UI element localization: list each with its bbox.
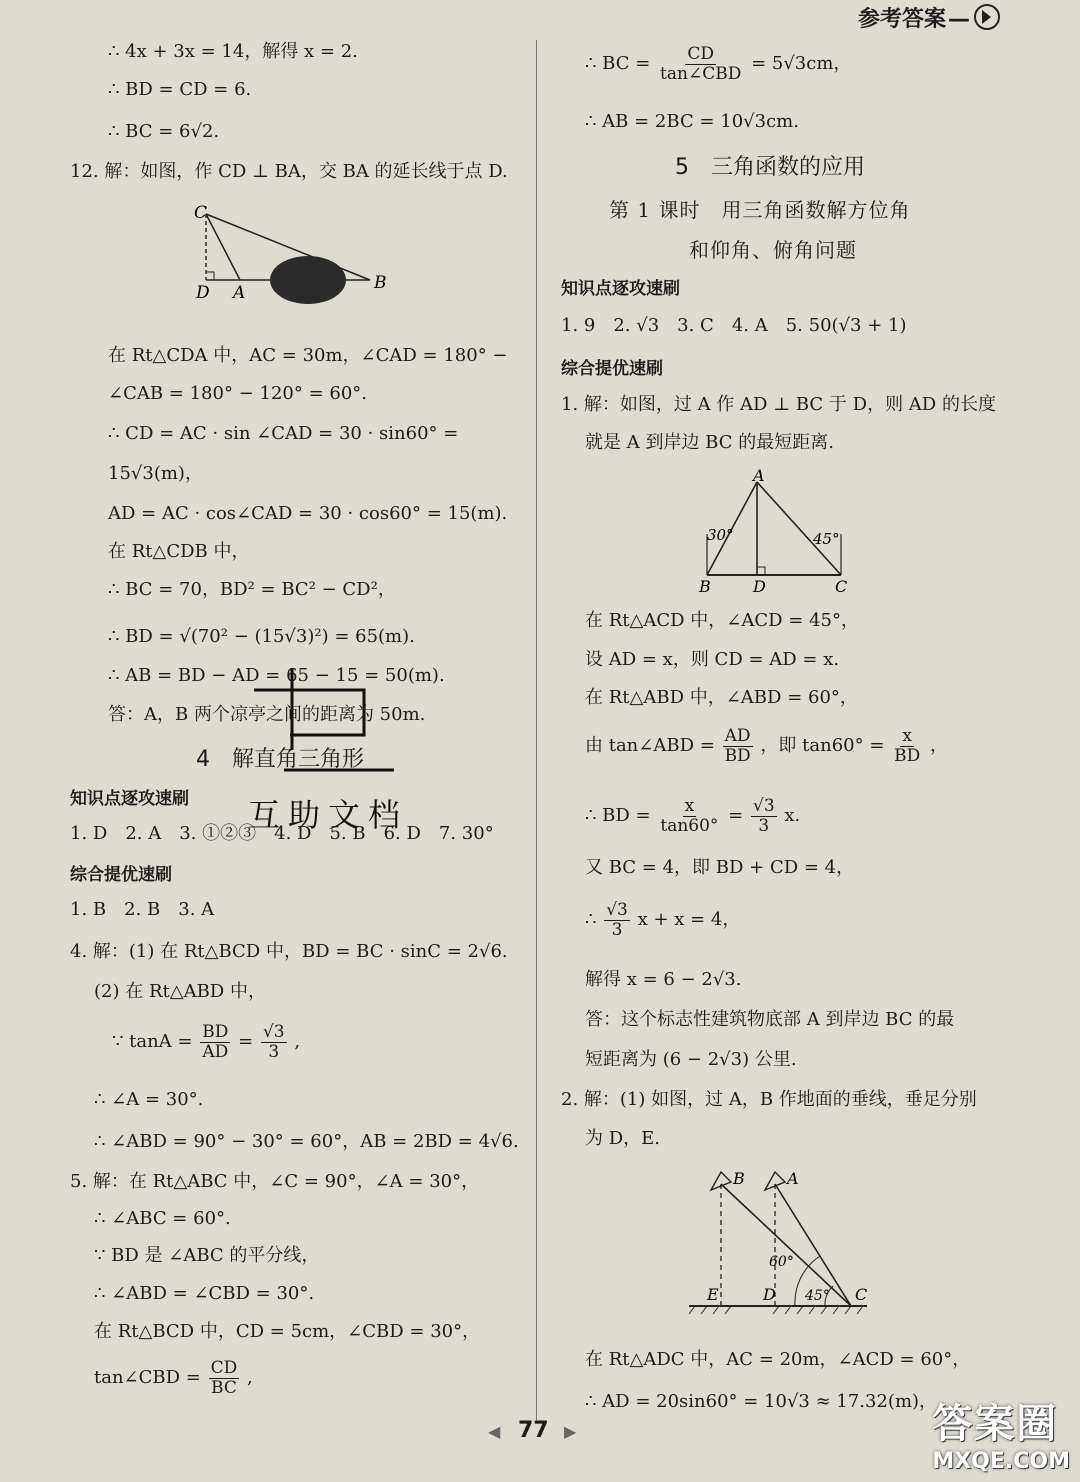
answers-line: 1. D 2. A 3. ①②③ 4. D 5. B 6. D 7. 30° bbox=[70, 823, 494, 844]
lesson-title-line2: 和仰角、俯角问题 bbox=[689, 238, 857, 262]
lake-shape bbox=[270, 256, 346, 304]
equation-tan-abd bbox=[585, 724, 948, 768]
watermark-stamp bbox=[244, 660, 404, 780]
eq-text: x. bbox=[784, 805, 801, 826]
denominator: tan∠CBD bbox=[660, 63, 742, 84]
side-ac bbox=[757, 482, 841, 575]
label-a: A bbox=[233, 283, 246, 303]
numerator: √3 bbox=[262, 1021, 285, 1042]
denominator: 3 bbox=[268, 1041, 280, 1062]
figure-kites bbox=[685, 1160, 875, 1320]
site-watermark bbox=[932, 1392, 1070, 1474]
right-angle-mark bbox=[206, 272, 214, 280]
text-line: (2) 在 Rt△ABD 中， bbox=[94, 981, 266, 1002]
angle-30: 30° bbox=[707, 526, 734, 544]
text-line: ∴ AB = BD − AD = 65 − 15 = 50(m). bbox=[108, 665, 445, 686]
text-line: ∴ BC = 70，BD² = BC² − CD²， bbox=[108, 579, 396, 600]
text-line: 解得 x = 6 − 2√3. bbox=[585, 969, 742, 990]
text-line: ∴ AB = 2BC = 10√3cm. bbox=[585, 111, 799, 132]
numerator: x bbox=[902, 725, 913, 746]
label-d: D bbox=[196, 283, 210, 303]
question-2: 2. 解：(1) 如图，过 A，B 作地面的垂线，垂足分别 bbox=[561, 1089, 977, 1110]
page-header: 参考答案— bbox=[858, 2, 1000, 33]
denominator: 3 bbox=[611, 919, 623, 940]
eq-text: , bbox=[246, 1367, 253, 1388]
eq-text: , bbox=[294, 1031, 301, 1052]
eq-text: ，即 tan60° = bbox=[760, 735, 885, 756]
text-line: 在 Rt△ACD 中，∠ACD = 45°， bbox=[585, 610, 859, 631]
numerator: √3 bbox=[753, 795, 775, 816]
fraction bbox=[261, 1023, 287, 1062]
text-line: 答：A，B 两个凉亭之间的距离为 50m. bbox=[108, 704, 426, 725]
heading-knowledge: 知识点逐攻速刷 bbox=[561, 279, 680, 299]
eq-text: ， bbox=[930, 735, 949, 756]
eq-text: ∴ BD = bbox=[585, 805, 651, 826]
column-divider bbox=[536, 40, 537, 1420]
eq-text: = bbox=[238, 1031, 254, 1052]
label-b: B bbox=[374, 273, 387, 293]
watermark-text: 互助文档 bbox=[248, 796, 409, 834]
numerator: CD bbox=[687, 43, 715, 64]
figure-triangle-abc bbox=[695, 468, 861, 598]
fraction bbox=[658, 45, 743, 84]
text-line: 就是 A 到岸边 BC 的最短距离. bbox=[585, 432, 834, 453]
label-a: A bbox=[753, 468, 765, 485]
watermark-url: MXQE.COM bbox=[932, 1449, 1070, 1474]
text-line: ∴ CD = AC · sin ∠CAD = 30 · sin60° = bbox=[108, 423, 459, 444]
text-line: 15√3(m)， bbox=[108, 463, 203, 484]
text-line: ∴ 4x + 3x = 14，解得 x = 2. bbox=[108, 41, 358, 62]
label-e: E bbox=[707, 1285, 719, 1304]
text-line: 在 Rt△CDA 中，AC = 30m，∠CAD = 180° − bbox=[108, 345, 508, 366]
section-5-title: 5 三角函数的应用 bbox=[675, 155, 865, 180]
numerator: CD bbox=[210, 1357, 238, 1378]
text-line: ∵ BD 是 ∠ABC 的平分线， bbox=[94, 1245, 320, 1266]
text-line: 答：这个标志性建筑物底部 A 到岸边 BC 的最 bbox=[585, 1009, 955, 1030]
text-line: ∠CAB = 180° − 120° = 60°. bbox=[108, 383, 367, 404]
side-ca bbox=[206, 214, 240, 280]
label-a: A bbox=[787, 1169, 799, 1188]
eq-text: = 5√3cm， bbox=[751, 53, 852, 74]
prev-arrow-icon: ◀ bbox=[488, 1422, 501, 1441]
text-line: 在 Rt△ADC 中，AC = 20m，∠ACD = 60°， bbox=[585, 1349, 971, 1370]
label-c: C bbox=[855, 1285, 868, 1304]
eq-text: tan∠CBD = bbox=[94, 1367, 201, 1388]
label-c: C bbox=[194, 203, 208, 223]
denominator: BD bbox=[894, 745, 921, 766]
page-number: 77 bbox=[518, 1418, 549, 1443]
section-4-title: 4 解直角三角形 bbox=[196, 747, 364, 772]
text-line: ∴ ∠A = 30°. bbox=[94, 1089, 204, 1110]
question-12: 12. 解：如图，作 CD ⊥ BA，交 BA 的延长线于点 D. bbox=[70, 161, 508, 182]
text-line: AD = AC · cos∠CAD = 30 · cos60° = 15(m). bbox=[108, 503, 508, 524]
answers-line: 1. B 2. B 3. A bbox=[70, 899, 215, 920]
figure-triangle-cdab bbox=[190, 200, 400, 305]
angle-45: 45° bbox=[813, 530, 840, 548]
equation-tana bbox=[112, 1022, 300, 1062]
denominator: BD bbox=[724, 745, 751, 766]
question-1: 1. 解：如图，过 A 作 AD ⊥ BC 于 D，则 AD 的长度 bbox=[561, 394, 996, 415]
text-line: 为 D，E. bbox=[585, 1128, 661, 1149]
right-angle-mark bbox=[757, 567, 765, 575]
label-d: D bbox=[753, 577, 766, 596]
header-title: 参考答案 bbox=[857, 7, 946, 32]
next-arrow-icon: ▶ bbox=[564, 1422, 577, 1441]
equation-sum bbox=[585, 898, 740, 942]
eq-text: ∴ BC = bbox=[585, 53, 651, 74]
denominator: AD bbox=[202, 1041, 229, 1062]
ground-hatching bbox=[689, 1306, 863, 1314]
eq-text: ∵ tanA = bbox=[112, 1031, 193, 1052]
answers-line: 1. 9 2. √3 3. C 4. A 5. 50(√3 + 1) bbox=[561, 315, 907, 336]
label-b: B bbox=[733, 1169, 745, 1188]
text-line: ∴ BC = 6√2. bbox=[108, 121, 220, 142]
play-icon bbox=[974, 4, 1000, 30]
watermark-brand: 答案圈 bbox=[932, 1401, 1059, 1447]
text-line: 在 Rt△ABD 中，∠ABD = 60°， bbox=[585, 687, 858, 708]
eq-text: 由 tan∠ABD = bbox=[585, 735, 715, 756]
label-d: D bbox=[763, 1285, 776, 1304]
fraction bbox=[604, 901, 630, 940]
equation-tan-cbd bbox=[94, 1358, 253, 1398]
heading-comprehensive: 综合提优速刷 bbox=[561, 359, 663, 379]
text-line: 设 AD = x，则 CD = AD = x. bbox=[585, 649, 840, 670]
text-line: 在 Rt△CDB 中， bbox=[108, 541, 250, 562]
denominator: tan60° bbox=[660, 815, 719, 836]
fraction bbox=[751, 797, 777, 836]
numerator: x bbox=[684, 795, 695, 816]
question-5: 5. 解：在 Rt△ABC 中，∠C = 90°，∠A = 30°， bbox=[70, 1171, 480, 1192]
numerator: √3 bbox=[606, 899, 628, 920]
text-line: ∴ BD = √(70² − (15√3)²) = 65(m). bbox=[108, 626, 415, 647]
heading-knowledge: 知识点逐攻速刷 bbox=[70, 789, 189, 809]
label-c: C bbox=[835, 577, 848, 596]
fraction bbox=[209, 1359, 240, 1398]
text-line: 在 Rt△BCD 中，CD = 5cm，∠CBD = 30°， bbox=[94, 1321, 481, 1342]
denominator: 3 bbox=[758, 815, 770, 836]
eq-text: = bbox=[728, 805, 744, 826]
text-line: ∴ ∠ABC = 60°. bbox=[94, 1208, 231, 1229]
text-line: ∴ ∠ABD = ∠CBD = 30°. bbox=[94, 1283, 315, 1304]
lesson-title-line1: 第 1 课时 用三角函数解方位角 bbox=[609, 198, 911, 222]
text-line: 短距离为 (6 − 2√3) 公里. bbox=[585, 1049, 797, 1070]
equation-bc bbox=[585, 44, 851, 84]
denominator: BC bbox=[211, 1377, 237, 1398]
equation-bd bbox=[585, 794, 800, 838]
eq-text: x + x = 4， bbox=[637, 909, 741, 930]
text-line: ∴ BD = CD = 6. bbox=[108, 79, 252, 100]
fraction bbox=[892, 727, 922, 766]
numerator: AD bbox=[724, 725, 751, 746]
angle-60: 60° bbox=[769, 1254, 794, 1270]
question-4: 4. 解：(1) 在 Rt△BCD 中，BD = BC · sinC = 2√6. bbox=[70, 941, 508, 962]
text-line: ∴ AD = 20sin60° = 10√3 ≈ 17.32(m)， bbox=[585, 1391, 938, 1412]
text-line: 又 BC = 4，即 BD + CD = 4， bbox=[585, 857, 855, 878]
fraction bbox=[658, 797, 720, 836]
fraction bbox=[723, 727, 753, 766]
eq-text: ∴ bbox=[585, 909, 597, 930]
label-b: B bbox=[699, 577, 711, 596]
numerator: BD bbox=[202, 1021, 229, 1042]
fraction bbox=[200, 1023, 230, 1062]
text-line: ∴ ∠ABD = 90° − 30° = 60°，AB = 2BD = 4√6. bbox=[94, 1131, 519, 1152]
angle-45: 45° bbox=[805, 1288, 830, 1304]
heading-comprehensive: 综合提优速刷 bbox=[70, 865, 172, 885]
